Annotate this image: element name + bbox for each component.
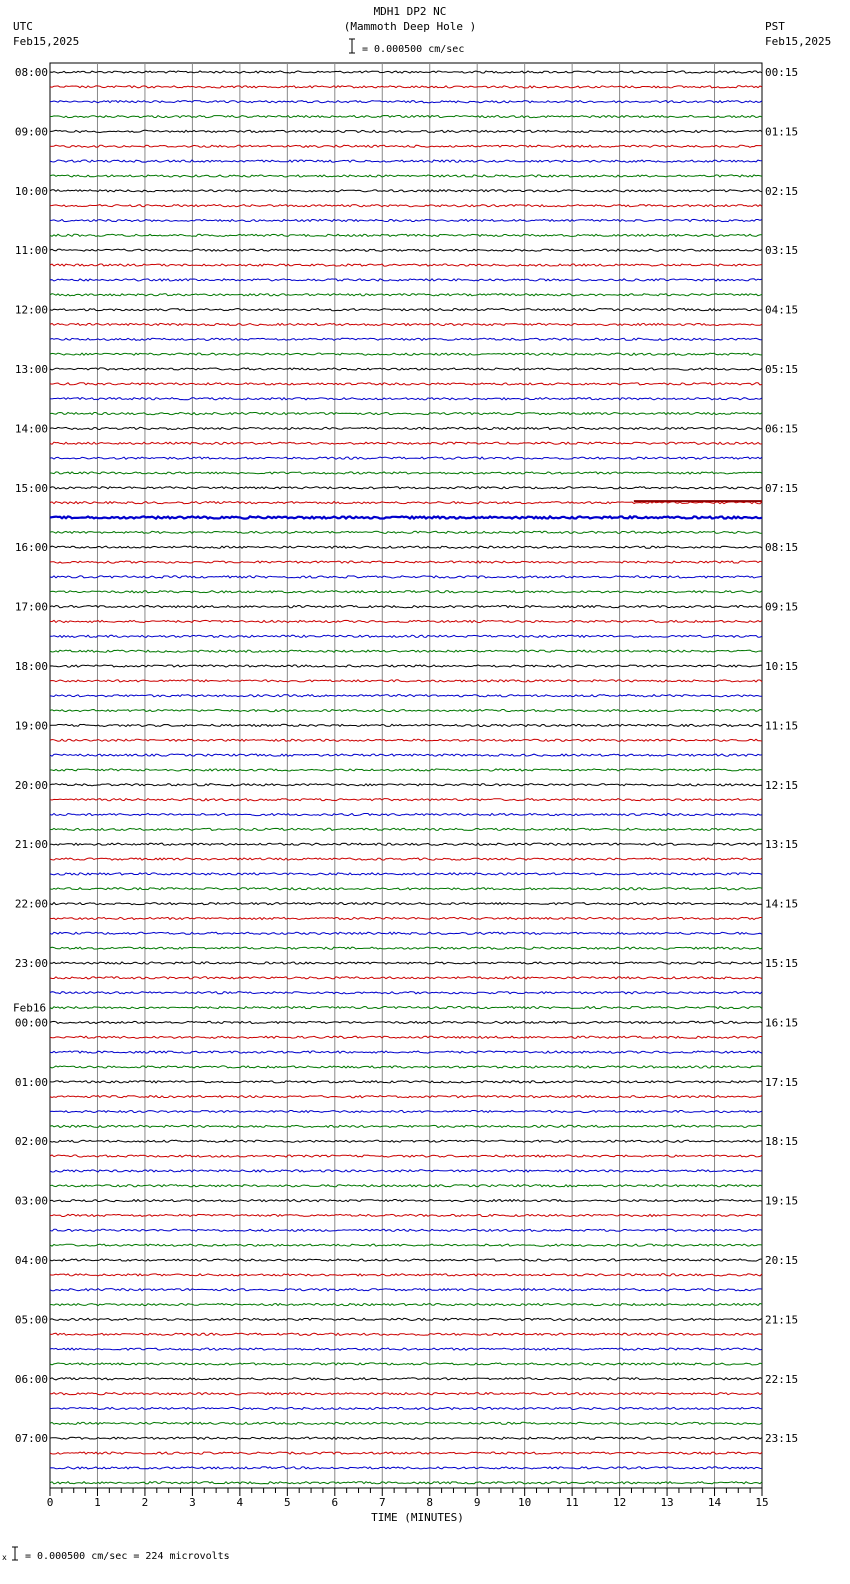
seismic-trace xyxy=(50,606,762,608)
seismic-trace xyxy=(50,1229,762,1231)
seismic-trace xyxy=(50,338,762,340)
utc-hour-label: 21:00 xyxy=(14,838,48,852)
x-tick-label: 8 xyxy=(426,1496,434,1509)
utc-hour-label: 20:00 xyxy=(14,778,48,792)
pst-hour-label: 10:15 xyxy=(765,660,799,673)
seismic-trace xyxy=(50,1066,762,1068)
seismic-trace xyxy=(50,1140,762,1142)
utc-hour-label: 09:00 xyxy=(14,125,48,139)
utc-hour-label: 03:00 xyxy=(14,1194,48,1208)
x-tick-label: 7 xyxy=(378,1496,386,1509)
seismic-trace xyxy=(50,1422,762,1424)
x-tick-label: 9 xyxy=(473,1496,481,1509)
utc-hour-label: 01:00 xyxy=(14,1075,48,1089)
station-title: MDH1 DP2 NC xyxy=(373,5,447,18)
seismic-trace xyxy=(50,368,762,370)
utc-hour-label: 10:00 xyxy=(14,184,48,198)
seismic-trace xyxy=(50,591,762,593)
seismic-trace xyxy=(50,487,762,489)
seismic-trace xyxy=(50,962,762,964)
seismic-trace xyxy=(50,695,762,697)
seismic-trace xyxy=(50,1185,762,1187)
seismic-trace xyxy=(50,1170,762,1172)
pst-hour-label: 20:15 xyxy=(765,1254,799,1267)
seismic-trace xyxy=(50,279,762,281)
station-location: (Mammoth Deep Hole ) xyxy=(343,20,477,33)
utc-hour-label: 06:00 xyxy=(14,1372,48,1386)
utc-hour-label: 08:00 xyxy=(14,66,48,79)
seismic-trace xyxy=(50,1259,762,1261)
utc-hour-label: 19:00 xyxy=(14,719,48,733)
pst-hour-label: 12:15 xyxy=(765,778,799,792)
utc-hour-label: 18:00 xyxy=(14,660,48,673)
seismic-trace xyxy=(50,1051,762,1053)
seismic-trace xyxy=(50,1244,762,1246)
seismic-trace xyxy=(50,620,762,622)
utc-hour-label: 07:00 xyxy=(14,1432,48,1446)
pst-hour-label: 17:15 xyxy=(765,1075,799,1089)
utc-hour-label: 23:00 xyxy=(14,957,48,970)
pst-hour-label: 04:15 xyxy=(765,303,799,317)
seismic-trace xyxy=(50,264,762,266)
x-axis-title: TIME (MINUTES) xyxy=(371,1511,464,1524)
pst-hour-label: 16:15 xyxy=(765,1016,799,1030)
seismic-trace xyxy=(50,784,762,786)
seismic-trace xyxy=(50,977,762,979)
seismic-trace xyxy=(50,1467,762,1469)
seismic-trace xyxy=(50,160,762,162)
seismic-trace xyxy=(50,917,762,919)
pst-hour-label: 18:15 xyxy=(765,1135,799,1149)
seismic-trace xyxy=(50,813,762,815)
seismic-trace xyxy=(50,145,762,147)
date-change-label: Feb16 xyxy=(13,1001,47,1015)
seismic-trace xyxy=(50,427,762,429)
seismic-trace xyxy=(50,1125,762,1127)
seismic-trace xyxy=(50,1378,762,1380)
utc-hour-label: 22:00 xyxy=(14,897,48,911)
seismic-trace xyxy=(50,710,762,712)
seismic-trace xyxy=(50,843,762,845)
x-tick-label: 12 xyxy=(612,1496,627,1509)
utc-hour-label: 15:00 xyxy=(14,481,48,495)
seismic-trace xyxy=(50,457,762,459)
pst-hour-label: 23:15 xyxy=(765,1432,799,1446)
seismic-trace xyxy=(50,323,762,325)
seismic-trace xyxy=(50,1274,762,1276)
seismic-trace xyxy=(50,947,762,949)
seismic-trace xyxy=(50,665,762,667)
seismic-trace xyxy=(50,873,762,875)
seismic-trace xyxy=(50,249,762,251)
seismic-trace xyxy=(50,101,762,103)
seismic-trace xyxy=(50,932,762,934)
seismic-trace xyxy=(50,992,762,994)
pst-hour-label: 08:15 xyxy=(765,541,799,555)
pst-label: PST xyxy=(765,20,785,33)
seismic-trace xyxy=(50,635,762,637)
seismic-trace xyxy=(50,799,762,801)
footer-scale-note: = 0.000500 cm/sec = 224 microvolts xyxy=(25,1551,230,1562)
scale-text: = 0.000500 cm/sec xyxy=(362,44,465,55)
utc-hour-label: 02:00 xyxy=(14,1135,48,1149)
utc-hour-label: 04:00 xyxy=(14,1254,48,1267)
seismic-trace xyxy=(50,1482,762,1484)
seismic-trace xyxy=(50,309,762,311)
utc-date: Feb15,2025 xyxy=(13,35,80,48)
seismic-trace xyxy=(50,724,762,726)
pst-hour-label: 11:15 xyxy=(765,719,799,733)
utc-hour-label: 17:00 xyxy=(14,600,48,614)
seismic-trace xyxy=(50,383,762,385)
seismic-trace xyxy=(50,1007,762,1009)
seismic-trace xyxy=(50,650,762,652)
pst-hour-label: 13:15 xyxy=(765,838,799,852)
seismic-trace xyxy=(50,1110,762,1112)
seismic-trace xyxy=(50,1363,762,1365)
seismic-trace xyxy=(50,769,762,771)
seismic-trace xyxy=(50,116,762,118)
pst-hour-label: 14:15 xyxy=(765,897,799,911)
pst-hour-label: 03:15 xyxy=(765,244,799,258)
utc-hour-label: 12:00 xyxy=(14,303,48,317)
x-tick-label: 10 xyxy=(518,1496,532,1509)
seismic-trace xyxy=(50,1304,762,1306)
seismic-trace xyxy=(50,294,762,296)
pst-hour-label: 02:15 xyxy=(765,184,799,198)
seismic-trace xyxy=(50,1452,762,1454)
x-tick-label: 6 xyxy=(331,1496,339,1509)
seismic-trace xyxy=(50,353,762,355)
seismic-trace xyxy=(50,413,762,415)
x-tick-label: 13 xyxy=(660,1496,674,1509)
pst-hour-label: 07:15 xyxy=(765,481,799,495)
utc-hour-label: 05:00 xyxy=(14,1313,48,1327)
seismic-trace xyxy=(50,398,762,400)
seismic-trace xyxy=(50,205,762,207)
x-tick-label: 0 xyxy=(46,1496,54,1509)
seismic-trace xyxy=(50,1021,762,1023)
x-tick-label: 14 xyxy=(707,1496,722,1509)
utc-hour-label: 14:00 xyxy=(14,422,48,436)
seismic-trace xyxy=(50,754,762,756)
seismic-trace xyxy=(50,442,762,444)
seismic-trace xyxy=(50,531,762,533)
seismic-trace xyxy=(50,71,762,73)
seismic-trace xyxy=(50,1155,762,1157)
pst-hour-label: 01:15 xyxy=(765,125,799,139)
seismic-trace xyxy=(50,1393,762,1395)
seismic-trace xyxy=(50,1081,762,1083)
x-tick-label: 3 xyxy=(189,1496,196,1509)
pst-hour-label: 05:15 xyxy=(765,363,799,376)
x-tick-label: 2 xyxy=(141,1496,149,1509)
seismic-trace xyxy=(50,1214,762,1216)
seismic-trace xyxy=(50,86,762,88)
seismic-trace xyxy=(50,828,762,830)
seismic-trace xyxy=(50,576,762,578)
pst-hour-label: 06:15 xyxy=(765,422,799,436)
seismic-trace xyxy=(50,472,762,474)
utc-label: UTC xyxy=(13,20,33,33)
seismic-trace xyxy=(50,234,762,236)
seismic-trace xyxy=(50,546,762,548)
pst-date: Feb15,2025 xyxy=(765,35,832,48)
seismic-trace xyxy=(50,561,762,563)
seismic-trace xyxy=(50,680,762,682)
seismic-trace xyxy=(50,1318,762,1320)
pst-hour-label: 22:15 xyxy=(765,1372,799,1386)
seismic-trace xyxy=(50,1289,762,1291)
utc-hour-label: 16:00 xyxy=(14,541,48,555)
x-tick-label: 15 xyxy=(755,1496,769,1509)
pst-hour-label: 15:15 xyxy=(765,957,799,970)
utc-hour-label: 00:00 xyxy=(14,1016,48,1030)
seismic-trace xyxy=(50,190,762,192)
footer-mark: x xyxy=(2,1553,7,1562)
pst-hour-label: 09:15 xyxy=(765,600,799,614)
x-tick-label: 5 xyxy=(284,1496,291,1509)
seismic-trace xyxy=(50,1096,762,1098)
x-tick-label: 1 xyxy=(94,1496,101,1509)
seismic-trace xyxy=(50,516,762,518)
seismic-trace xyxy=(50,175,762,177)
seismic-trace xyxy=(50,1036,762,1038)
x-tick-label: 4 xyxy=(236,1496,244,1509)
utc-hour-label: 11:00 xyxy=(14,244,48,258)
seismic-trace xyxy=(50,1200,762,1202)
seismic-trace xyxy=(50,739,762,741)
pst-hour-label: 19:15 xyxy=(765,1194,799,1208)
seismic-trace xyxy=(50,1333,762,1335)
seismic-trace xyxy=(50,130,762,132)
pst-hour-label: 21:15 xyxy=(765,1313,799,1327)
seismic-trace xyxy=(50,1437,762,1439)
seismic-trace xyxy=(50,903,762,905)
x-tick-label: 11 xyxy=(565,1496,579,1509)
seismic-trace xyxy=(50,888,762,890)
pst-hour-label: 00:15 xyxy=(765,66,799,79)
seismic-trace xyxy=(50,219,762,221)
seismic-trace xyxy=(50,858,762,860)
seismic-trace xyxy=(50,1348,762,1350)
utc-hour-label: 13:00 xyxy=(14,363,48,376)
seismic-trace xyxy=(50,1407,762,1409)
